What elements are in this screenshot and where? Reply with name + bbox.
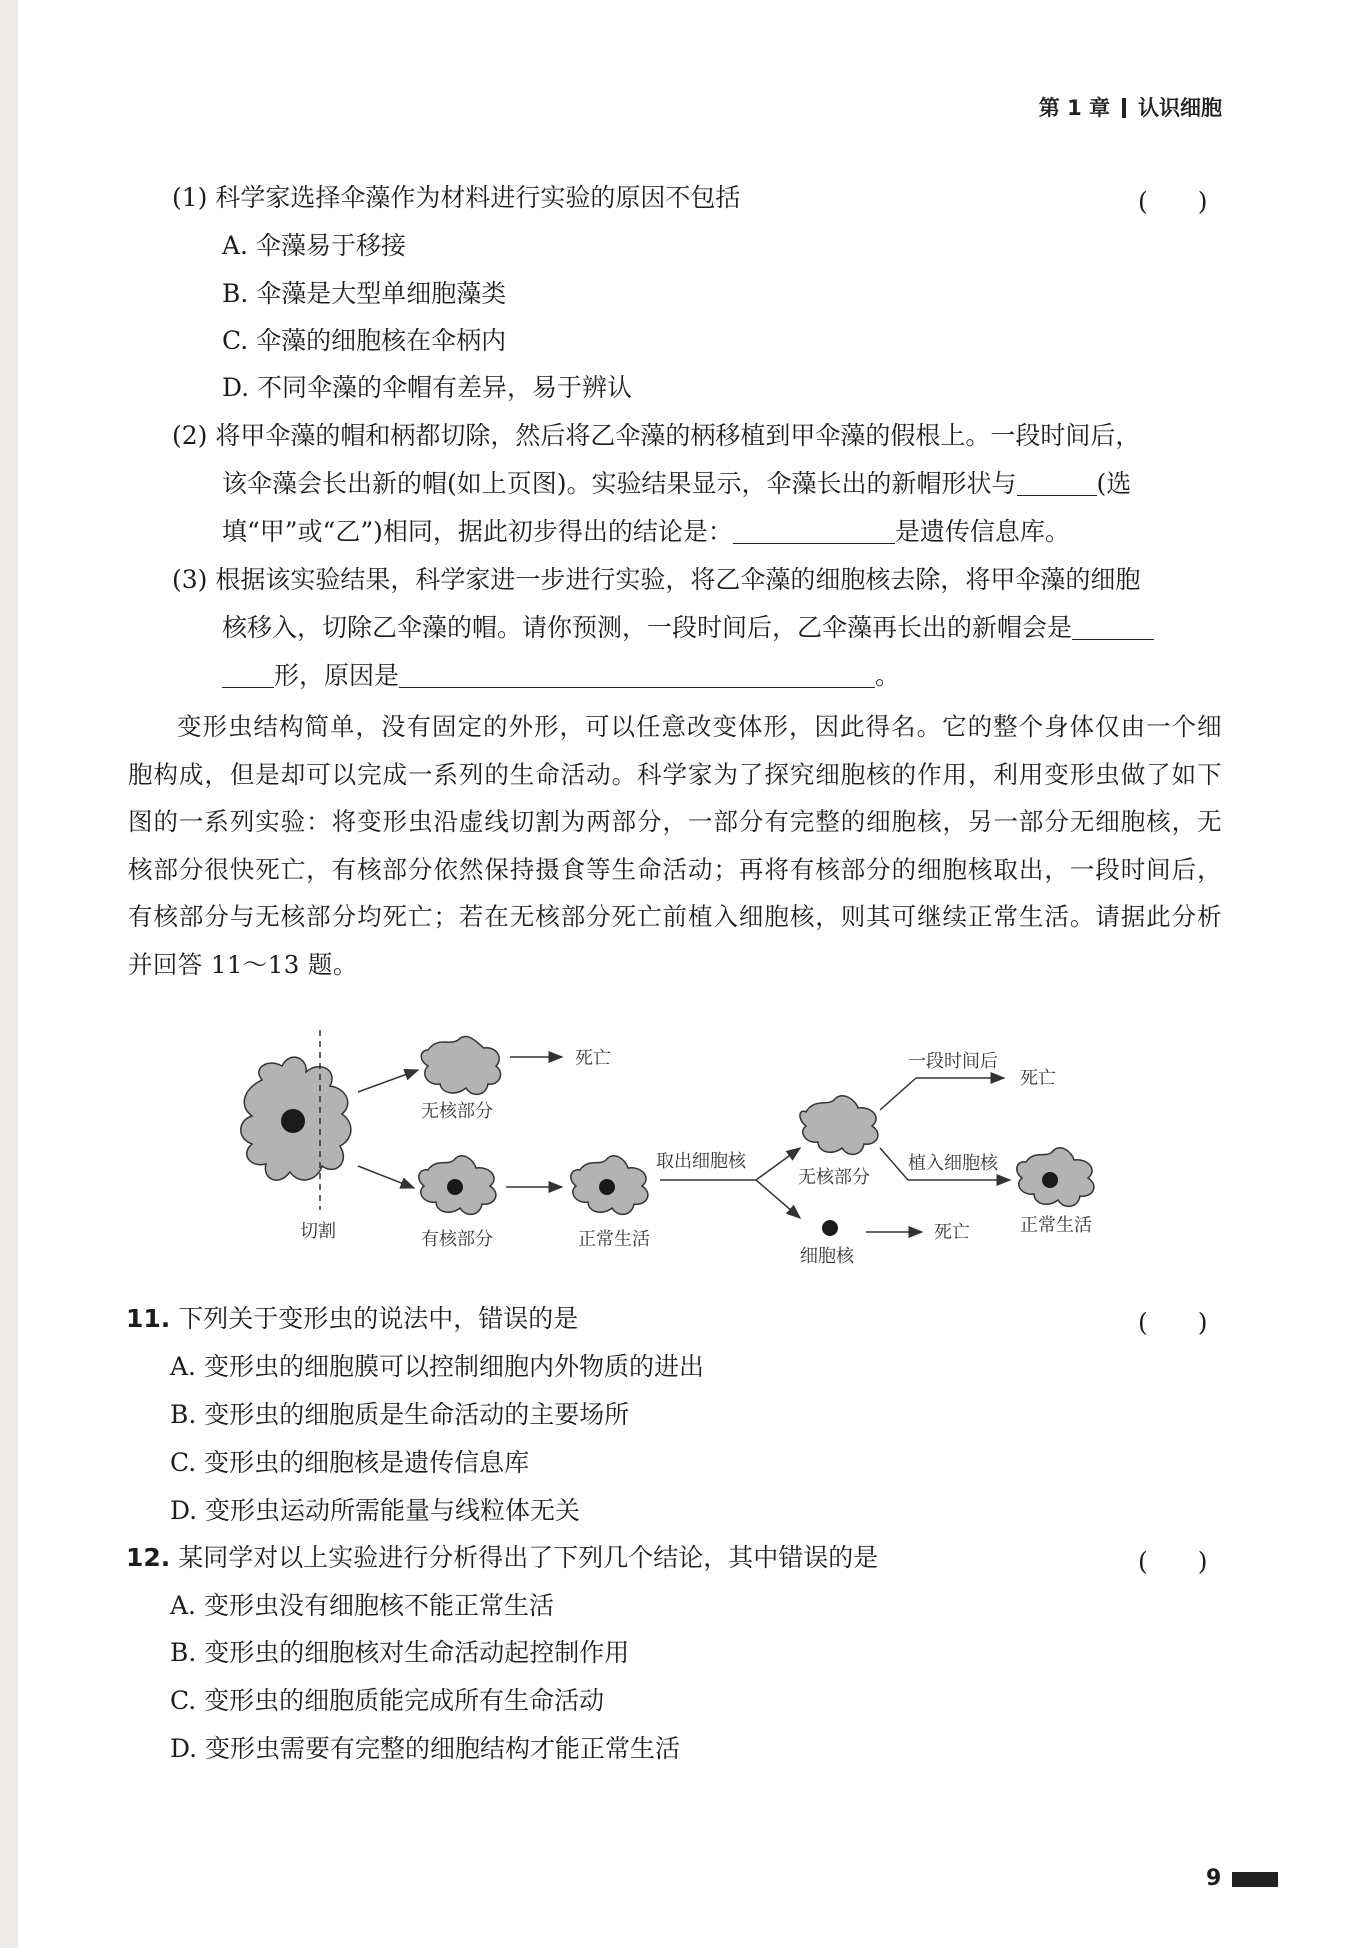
header-separator: [1122, 98, 1126, 118]
isolated-nucleus: [822, 1220, 838, 1236]
q10-sub2-line2: [222, 468, 1131, 500]
chapter-header: [1039, 92, 1222, 122]
q12-option-a: A. 变形虫没有细胞核不能正常生活: [170, 1591, 554, 1620]
q10-sub2-line3: [222, 516, 1070, 548]
q11-option-d: D. 变形虫运动所需能量与线粒体无关: [170, 1496, 581, 1525]
q12-number: 12.: [126, 1543, 171, 1572]
q12-stem-line: [126, 1542, 878, 1574]
q10-sub2-line2-tail: (选: [1096, 469, 1132, 498]
amoeba-passage: 变形虫结构简单，没有固定的外形，可以任意改变体形，因此得名。它的整个身体仅由一个细胞构成，但是却可以完成一系列的生命活动。科学家为了探究细胞核的作用，利用变形虫做了如下图的一系列实验：将变形虫沿虚线切割为两部分，一部分有完整的细胞核，另一部分无细胞核，无核部分很快死亡，有核部分依然保持摄食等生命活动；再将有核部分的细胞核取出，一段时间后，有核部分与无核部分均死亡；若在无核部分死亡前植入细胞核，则其可继续正常生活。请据此分析并回答 11～13 题。: [128, 712, 1222, 979]
q10-sub3-line1: (3) 根据该实验结果，科学家进一步进行实验，将乙伞藻的细胞核去除，将甲伞藻的细胞: [172, 565, 1141, 594]
label-implant-nucleus: 植入细胞核: [908, 1153, 998, 1174]
q10-sub1-option-a: A. 伞藻易于移接: [222, 231, 406, 260]
q10-sub2-line3-tail: 是遗传信息库。: [894, 517, 1070, 546]
nucleus-dot: [447, 1179, 463, 1195]
q10-sub3-blank-reason[interactable]: [399, 663, 875, 688]
label-death-2: 死亡: [1020, 1068, 1056, 1089]
no-nucleus-amoeba-2: [800, 1096, 878, 1155]
implant-line: [880, 1148, 908, 1180]
q10-sub1-option-c: C. 伞藻的细胞核在伞柄内: [222, 326, 507, 355]
page-edge: [0, 0, 18, 1948]
label-normal-life: 正常生活: [578, 1229, 650, 1250]
nucleus-dot: [281, 1109, 305, 1133]
q11-number: 11.: [126, 1304, 171, 1333]
q10-sub3-blank-shape-part1[interactable]: [1072, 615, 1154, 640]
label-no-nucleus: 无核部分: [421, 1101, 493, 1122]
label-death: 死亡: [575, 1048, 611, 1069]
q11-stem-line: [126, 1303, 578, 1335]
label-cut: 切割: [300, 1221, 336, 1242]
q11-option-b: B. 变形虫的细胞质是生命活动的主要场所: [170, 1400, 630, 1429]
label-nucleus: 细胞核: [800, 1246, 854, 1267]
amoeba-experiment-diagram: [0, 1010, 1350, 1280]
q12-answer-paren[interactable]: ( ): [1138, 1547, 1208, 1576]
q11-option-c: C. 变形虫的细胞核是遗传信息库: [170, 1448, 530, 1477]
no-nucleus-amoeba: [421, 1036, 500, 1094]
q10-sub2-line3-text: 填“甲”或“乙”)相同，据此初步得出的结论是：: [222, 517, 733, 546]
q10-sub2-line1: (2) 将甲伞藻的帽和柄都切除，然后将乙伞藻的柄移植到甲伞藻的假根上。一段时间后，: [172, 421, 1141, 450]
after-while-line: [880, 1078, 916, 1110]
q10-sub3-line3: [222, 660, 900, 692]
nucleus-dot: [1042, 1172, 1058, 1188]
q10-sub3-line2-text: 核移入，切除乙伞藻的帽。请你预测，一段时间后，乙伞藻再长出的新帽会是: [222, 613, 1073, 642]
arrow-to-no-nucleus-2: [756, 1148, 800, 1180]
chapter-title: 认识细胞: [1138, 96, 1222, 120]
q10-sub1-answer-paren[interactable]: ( ): [1138, 187, 1208, 216]
q10-sub3-line3-end: 。: [875, 661, 901, 690]
q12-stem: 某同学对以上实验进行分析得出了下列几个结论，其中错误的是: [178, 1543, 879, 1572]
q10-sub2-blank-conclusion[interactable]: [733, 519, 895, 544]
q10-sub3-blank-shape-part2[interactable]: [222, 663, 274, 688]
label-normal-life-2: 正常生活: [1020, 1215, 1092, 1236]
q10-sub1-option-d: D. 不同伞藻的伞帽有差异，易于辨认: [222, 373, 633, 402]
arrow-to-with-nucleus: [358, 1166, 414, 1188]
arrow-to-nucleus: [756, 1180, 800, 1218]
q10-sub1-option-b: B. 伞藻是大型单细胞藻类: [222, 279, 507, 308]
label-after-while: 一段时间后: [908, 1051, 998, 1072]
q10-sub1-stem: (1) 科学家选择伞藻作为材料进行实验的原因不包括: [172, 183, 741, 212]
chapter-number: 第 1 章: [1038, 96, 1110, 120]
q11-option-a: A. 变形虫的细胞膜可以控制细胞内外物质的进出: [170, 1352, 704, 1381]
label-with-nucleus: 有核部分: [421, 1229, 493, 1250]
q12-option-d: D. 变形虫需要有完整的细胞结构才能正常生活: [170, 1734, 681, 1763]
q10-sub3-line2: [222, 612, 1154, 644]
q11-answer-paren[interactable]: ( ): [1138, 1308, 1208, 1337]
original-amoeba: [241, 1057, 351, 1180]
page-number: 9: [1206, 1866, 1222, 1891]
label-remove-nucleus: 取出细胞核: [656, 1151, 746, 1172]
q12-option-b: B. 变形虫的细胞核对生命活动起控制作用: [170, 1638, 630, 1667]
q10-sub3-line3-text: 形，原因是: [274, 661, 400, 690]
q10-sub2-blank-choice[interactable]: [1017, 471, 1097, 496]
q12-option-c: C. 变形虫的细胞质能完成所有生命活动: [170, 1686, 605, 1715]
nucleus-dot: [599, 1179, 615, 1195]
arrow-to-no-nucleus: [358, 1070, 418, 1092]
label-death-3: 死亡: [934, 1222, 970, 1243]
q10-sub2-line2-text: 该伞藻会长出新的帽(如上页图)。实验结果显示，伞藻长出的新帽形状与: [222, 469, 1017, 498]
page-number-bar: [1232, 1872, 1278, 1887]
label-no-nucleus-2: 无核部分: [798, 1167, 870, 1188]
q11-stem: 下列关于变形虫的说法中，错误的是: [178, 1304, 579, 1333]
